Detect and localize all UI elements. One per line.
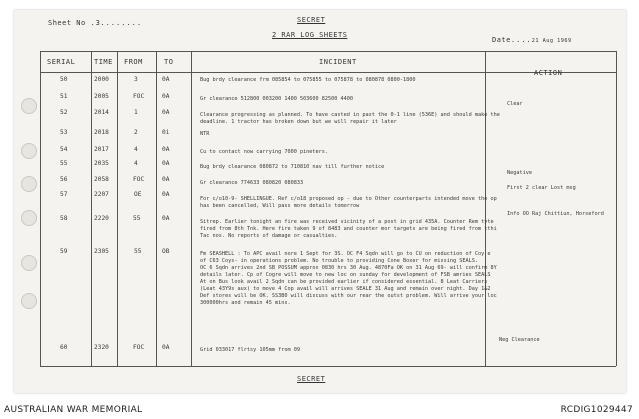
row-incident-line: Gr clearance 774633 080820 080833 <box>200 180 304 186</box>
binder-hole <box>21 143 37 159</box>
row-from: 55 <box>133 215 141 222</box>
row-from: 4 <box>134 146 138 153</box>
col-header-from: FROM <box>124 58 143 66</box>
row-from: FOC <box>133 176 145 183</box>
row-time: 2035 <box>94 160 109 167</box>
row-to: 0A <box>162 344 170 351</box>
col-divider <box>40 51 41 366</box>
date-label: Date <box>492 36 511 44</box>
binder-hole <box>21 293 37 309</box>
row-action-line: Clear <box>507 101 523 107</box>
col-header-action: ACTION <box>534 69 563 77</box>
sheet-number: Sheet No .3........ <box>48 19 143 27</box>
binder-hole <box>21 176 37 192</box>
row-action-line: First 2 clear Lost msg <box>507 185 576 191</box>
classification-bottom: SECRET <box>297 375 326 383</box>
col-divider <box>616 51 617 366</box>
row-time: 2014 <box>94 109 109 116</box>
row-to: 0A <box>162 76 170 83</box>
row-to: 0A <box>162 215 170 222</box>
archive-reference: RCDIG1029447 <box>560 405 633 415</box>
row-action-line: Negative <box>507 170 532 176</box>
col-divider <box>156 51 157 366</box>
row-from: FOC <box>133 344 145 351</box>
row-incident-line: NTR <box>200 131 210 137</box>
row-to: 0i <box>162 129 170 136</box>
col-divider <box>191 51 192 366</box>
row-incident-line: (Leat 43Y9s aux) to move 4 Cop avail will arrives SEALE 31 Aug and remain over night. Day 1&2 <box>200 286 491 292</box>
row-time: 2058 <box>94 176 109 183</box>
log-sheet-paper <box>14 10 626 393</box>
binder-hole <box>21 210 37 226</box>
row-serial: 59 <box>60 248 68 255</box>
row-incident-line: Bug brdy clearance frm 085854 to 075855 to 075878 to 080878 0800-1800 <box>200 77 416 83</box>
row-action-line: Info OO Raj Chittiun, Horseford <box>507 211 604 217</box>
row-incident-line: deadline. 1 tractor has broken down but we will repair it later <box>200 119 397 125</box>
row-to: 0A <box>162 146 170 153</box>
row-serial: 55 <box>60 160 68 167</box>
row-action-line: Neg Clearance <box>499 337 540 343</box>
table-top-border <box>40 51 616 52</box>
row-to: 0A <box>162 93 170 100</box>
header-bottom-border <box>40 72 616 73</box>
sheet-label: Sheet No <box>48 19 86 27</box>
row-incident-line: details later. Cp of Cogre will move to new loc on sunday for development of FSB amries SEALS <box>200 272 491 278</box>
col-divider <box>91 51 92 366</box>
date-value: 21 Aug 1969 <box>531 38 572 44</box>
row-serial: 52 <box>60 109 68 116</box>
row-serial: 58 <box>60 215 68 222</box>
row-incident-line: fired from 8th Tnk. Here fire taken 9 of 8483 and counter mor targets are being fired from tthi <box>200 226 497 232</box>
row-incident-line: Tac nos. No reports of damage or casualties. <box>200 233 338 239</box>
date-field: Date....21 Aug 1969 <box>492 36 572 44</box>
row-time: 2018 <box>94 129 109 136</box>
row-serial: 51 <box>60 93 68 100</box>
row-incident-line: OC 6 Sqdn arrives 2nd SB POSSUM approx 0830 hrs 30 Aug. 4870Fa OK on 31 Aug 69- will confirm 8Y <box>200 265 497 271</box>
binder-hole <box>21 98 37 114</box>
row-time: 2207 <box>94 191 109 198</box>
row-from: FOC <box>133 93 145 100</box>
archive-name: AUSTRALIAN WAR MEMORIAL <box>4 405 143 415</box>
row-serial: 53 <box>60 129 68 136</box>
row-incident-line: Def stores will be OK. SS3B0 will discuss with our rear the outst problem. Will arrive your loc <box>200 293 497 299</box>
row-to: 0A <box>162 191 170 198</box>
row-to: 0A <box>162 176 170 183</box>
row-incident-line: Cu to contact now carrying 7000 pineters. <box>200 149 329 155</box>
row-incident-line: At on Bus look avail 2 Sqdn can be provided earlier if considered essential. 8 Leat Carriers <box>200 279 488 285</box>
row-to: 0A <box>162 109 170 116</box>
row-serial: 56 <box>60 176 68 183</box>
row-incident-line: Fm SEASHELL : To APC avail nore 1 Sept for 3S. OC F4 Sqdn will go to CU on reduction of Coy e <box>200 251 491 257</box>
col-header-to: TO <box>164 58 174 66</box>
row-time: 2000 <box>94 76 109 83</box>
col-header-incident: INCIDENT <box>319 58 357 66</box>
row-serial: 54 <box>60 146 68 153</box>
row-from: 1 <box>134 109 138 116</box>
row-time: 2220 <box>94 215 109 222</box>
row-incident-line: Clearance progressing as planned. To have casted in past the 0-1 line (536E) and should make the <box>200 112 500 118</box>
row-incident-line: Bug brdy clearance 080872 to 710810 nav till further notice <box>200 164 385 170</box>
row-to: 0A <box>162 160 170 167</box>
row-time: 2320 <box>94 344 109 351</box>
col-divider <box>485 51 486 366</box>
row-incident-line: has been cancelled, Will pass more details tomorrow <box>200 203 360 209</box>
table-bottom-border <box>40 366 616 367</box>
row-incident-line: 300000hrs and remain 45 mins. <box>200 300 291 306</box>
row-time: 2005 <box>94 93 109 100</box>
row-from: 4 <box>134 160 138 167</box>
col-header-time: TIME <box>94 58 113 66</box>
row-time: 2017 <box>94 146 109 153</box>
row-serial: 57 <box>60 191 68 198</box>
row-from: 3 <box>134 76 138 83</box>
row-incident-line: Gr clearance 512800 003200 1400 503600 82500 4400 <box>200 96 354 102</box>
row-from: OE <box>134 191 142 198</box>
row-incident-line: For c/o10-9- SHELLINGUE. Ref c/o18 proposed op - due to Other counterparts intended move the op <box>200 196 497 202</box>
col-divider <box>117 51 118 366</box>
document-title: 2 RAR LOG SHEETS <box>272 31 348 39</box>
row-from: 55 <box>134 248 142 255</box>
row-serial: 60 <box>60 344 68 351</box>
row-serial: 50 <box>60 76 68 83</box>
row-incident-line: of C63 Coys- in operations problem. No trouble to providing Cone Boxer for missing SEALS. <box>200 258 478 264</box>
row-time: 2305 <box>94 248 109 255</box>
sheet-value: 3 <box>95 19 101 27</box>
row-incident-line: Grid 033017 flrtsy 105mm from 09 <box>200 347 300 353</box>
classification-top: SECRET <box>297 16 326 24</box>
row-from: 2 <box>134 129 138 136</box>
row-incident-line: Sitrep. Earlier tonight an fire was received vicinity of a post in grid 435A. Counter Rem tyte <box>200 219 494 225</box>
col-header-serial: SERIAL <box>47 58 76 66</box>
row-to: OB <box>162 248 170 255</box>
binder-hole <box>21 255 37 271</box>
